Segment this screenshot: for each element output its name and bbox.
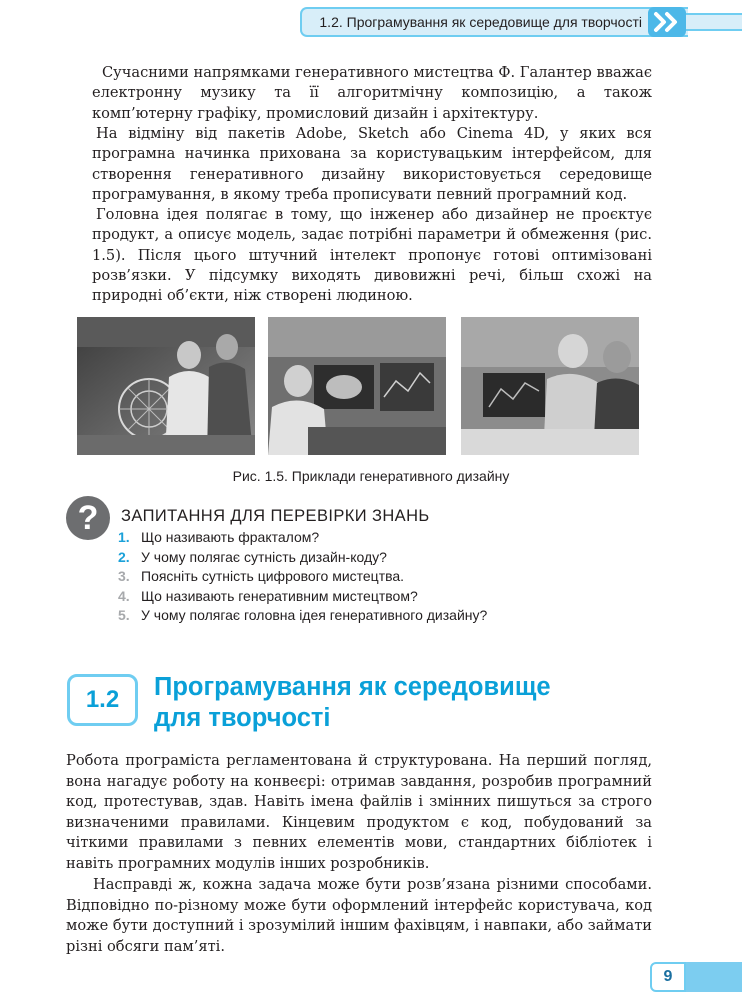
running-header bbox=[300, 7, 688, 37]
question-item: 3. Поясніть сутність цифрового мистецтва. bbox=[118, 568, 405, 585]
paragraph-intro-3: Головна ідея полягає в тому, що інженер або дизайнер не проєктує продукт, а описує модель, задає потрібні параметри й обмеження (рис. 1.5). Після цього штучний інтелект пропонує готові оптимізовані розв’язки. У підсумку виходять дивовижні речі, більш схожі на природні об’єкти, ніж створені людиною. bbox=[92, 206, 652, 305]
section-number-badge: 1.2 bbox=[67, 674, 138, 726]
paragraph-section-2: Насправді ж, кожна задача може бути розв’язана різними способами. Відповідно по-різному може бути оформлений інтерфейс користувача, код може бути доступний і зрозумілий іншим фахівцям, і навпаки, або займати різні обсяги пам’яті. bbox=[66, 876, 652, 955]
page-number: 9 bbox=[650, 962, 686, 992]
questions-title: ЗАПИТАННЯ ДЛЯ ПЕРЕВІРКИ ЗНАНЬ bbox=[121, 507, 430, 525]
paragraph-intro-2: На відміну від пакетів Adobe, Sketch або Cinema 4D, у яких вся програмна начинка прихована за користувацьким інтерфейсом, для створення генеративного дизайну використовується середовище програмування, в якому треба прописувати певний програмний код. bbox=[92, 125, 652, 203]
question-item: 1. Що називають фракталом? bbox=[118, 529, 320, 545]
running-header-title: 1.2. Програмування як середовище для творчості bbox=[319, 14, 642, 30]
header-decor-strip bbox=[686, 13, 742, 31]
figure-caption: Рис. 1.5. Приклади генеративного дизайну bbox=[232, 468, 510, 484]
question-item: 5. У чому полягає головна ідея генеративного дизайну? bbox=[118, 607, 488, 624]
figure-image-3 bbox=[461, 317, 639, 455]
figure-image-1 bbox=[77, 317, 255, 455]
double-chevron-right-icon bbox=[648, 7, 686, 37]
question-item: 4. Що називають генеративним мистецтвом? bbox=[118, 587, 418, 604]
paragraph-intro-1: Сучасними напрямками генеративного мистецтва Ф. Галантер вважає електронну музику та її алгоритмічну композицію, а також комп’ютерну графіку, промисловий дизайн і архітектуру. bbox=[92, 64, 652, 122]
figure-image-2 bbox=[268, 317, 446, 455]
section-title-line-1: Програмування як середовище bbox=[154, 673, 551, 701]
section-title bbox=[154, 672, 614, 734]
section-title-line-2: для творчості bbox=[154, 704, 331, 732]
question-mark-icon: ? bbox=[66, 496, 110, 540]
question-item: 2. У чому полягає сутність дизайн-коду? bbox=[118, 548, 387, 565]
questions-list bbox=[118, 528, 487, 626]
footer-decor-strip bbox=[686, 962, 742, 992]
paragraph-section-1: Робота програміста регламентована й структурована. На перший погляд, вона нагадує роботу на конвеєрі: отримав завдання, розробив програмний код, протестував, здав. Навіть імена файлів і змінних пишуться за строго визначеними правилами. Кінцевим продуктом є код, побудований за чіткими правилами з певних елементів мови, стандартних бібліотек і навіть програмних модулів інших розробників. bbox=[66, 752, 652, 872]
